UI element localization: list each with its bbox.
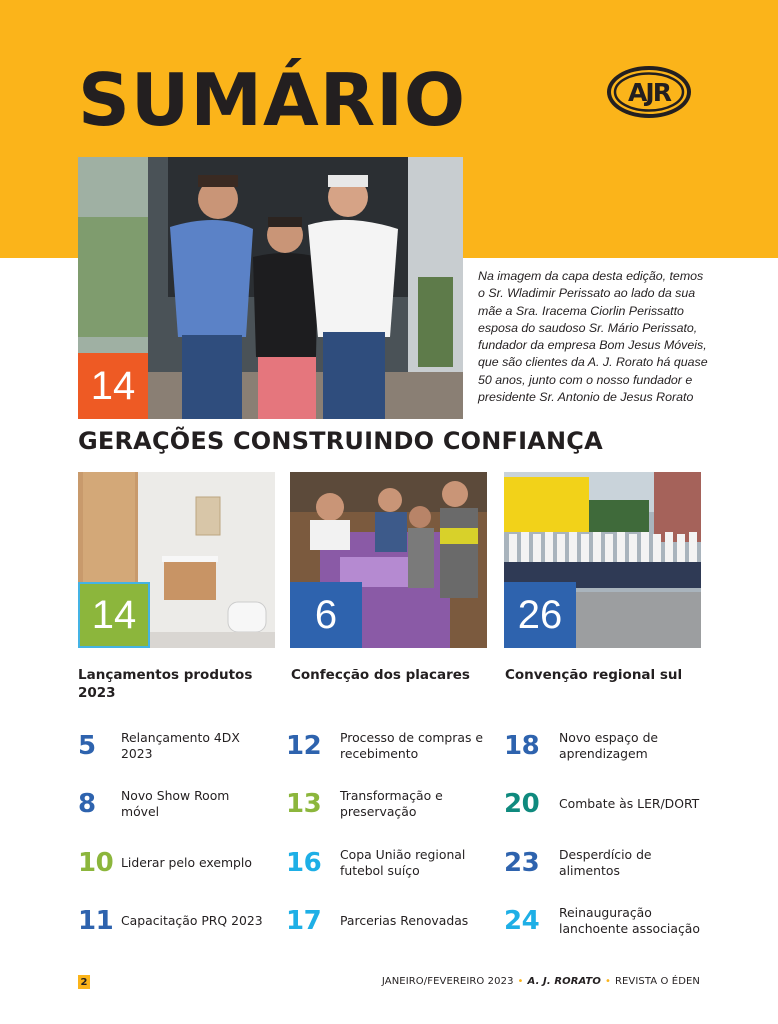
card-title-1: Lançamentos produtos 2023 [78,667,253,701]
aj-rorato-logo [606,64,692,120]
toc-page-number: 11 [78,906,114,936]
toc-page-number: 5 [78,731,96,761]
card-photo-bathroom [78,472,275,648]
card-number-1 [78,582,150,648]
toc-entry[interactable] [504,845,704,881]
footer-brand: A. J. RORATO [527,976,601,987]
toc-page-number: 12 [286,731,322,761]
toc-label: Novo Show Room móvel [121,787,230,819]
card-number-3-text: 26 [517,592,563,637]
footer-issue: JANEIRO/FEVEREIRO 2023 [381,976,514,987]
footer-separator: • [517,976,524,987]
toc-entry[interactable] [78,728,278,764]
toc-label: Desperdício de alimentos [559,846,652,878]
card-photo-group [504,472,701,648]
cover-page-number: 14 [78,353,148,419]
toc-page-number: 8 [78,789,96,819]
toc-label: Reinauguração lanchoente associação [559,904,700,936]
toc-label: Capacitação PRQ 2023 [121,912,263,928]
footer-separator: • [604,976,611,987]
toc-label: Processo de compras e recebimento [340,729,483,761]
toc-entry[interactable] [78,845,278,881]
toc-page-number: 13 [286,789,322,819]
toc-entry[interactable] [504,728,704,764]
cover-caption: Na imagem da capa desta edição, temos o Sr. Wladimir Perissato ao lado da sua mãe a Sra. Iracema Ciorlin Perissatto esposa do saudoso Sr. Mário Perissato, fundador da empresa Bom Jesus Móveis, que são clientes da A. J. Rorato há quase 50 anos, junto com o nosso fundador e presidente Sr. Antonio de Jesus Rorato [478,269,708,405]
toc-entry[interactable] [78,786,278,822]
toc-label: Copa União regional futebol suíço [340,846,466,878]
card-number-1-text: 14 [91,592,137,637]
footer [382,974,700,990]
toc-entry[interactable] [504,786,704,822]
toc-label: Combate às LER/DORT [559,795,700,811]
toc-page-number: 18 [504,731,540,761]
footer-magazine: REVISTA O ÉDEN [614,976,700,987]
card-photo-workshop [290,472,487,648]
card-number-3 [504,582,576,648]
toc-label: Liderar pelo exemplo [121,854,252,870]
logo-text: AJR [628,78,670,107]
feature-title: GERAÇÕES CONSTRUINDO CONFIANÇA [78,427,603,455]
cover-photo [78,157,463,419]
toc-label: Parcerias Renovadas [340,912,469,928]
toc-page-number: 23 [504,848,540,878]
card-title-2: Confecção dos placares [291,667,470,683]
card-number-2-text: 6 [314,592,338,637]
toc-page-number: 17 [286,906,322,936]
toc-entry[interactable] [286,903,486,939]
toc-page-number: 24 [504,906,540,936]
toc-entry[interactable] [286,728,486,764]
toc-entry[interactable] [78,903,278,939]
card-number-2 [290,582,362,648]
toc-entry[interactable] [286,786,486,822]
page-number: 2 [78,975,90,989]
toc-label: Novo espaço de aprendizagem [559,729,659,761]
toc-page-number: 10 [78,848,114,878]
card-title-3: Convenção regional sul [505,667,683,683]
toc-label: Transformação e preservação [340,787,443,819]
toc-entry[interactable] [504,903,704,939]
toc-page-number: 20 [504,789,540,819]
toc-page-number: 16 [286,848,322,878]
toc-label: Relançamento 4DX 2023 [121,729,240,761]
toc-entry[interactable] [286,845,486,881]
page-title: SUMÁRIO [78,58,467,142]
